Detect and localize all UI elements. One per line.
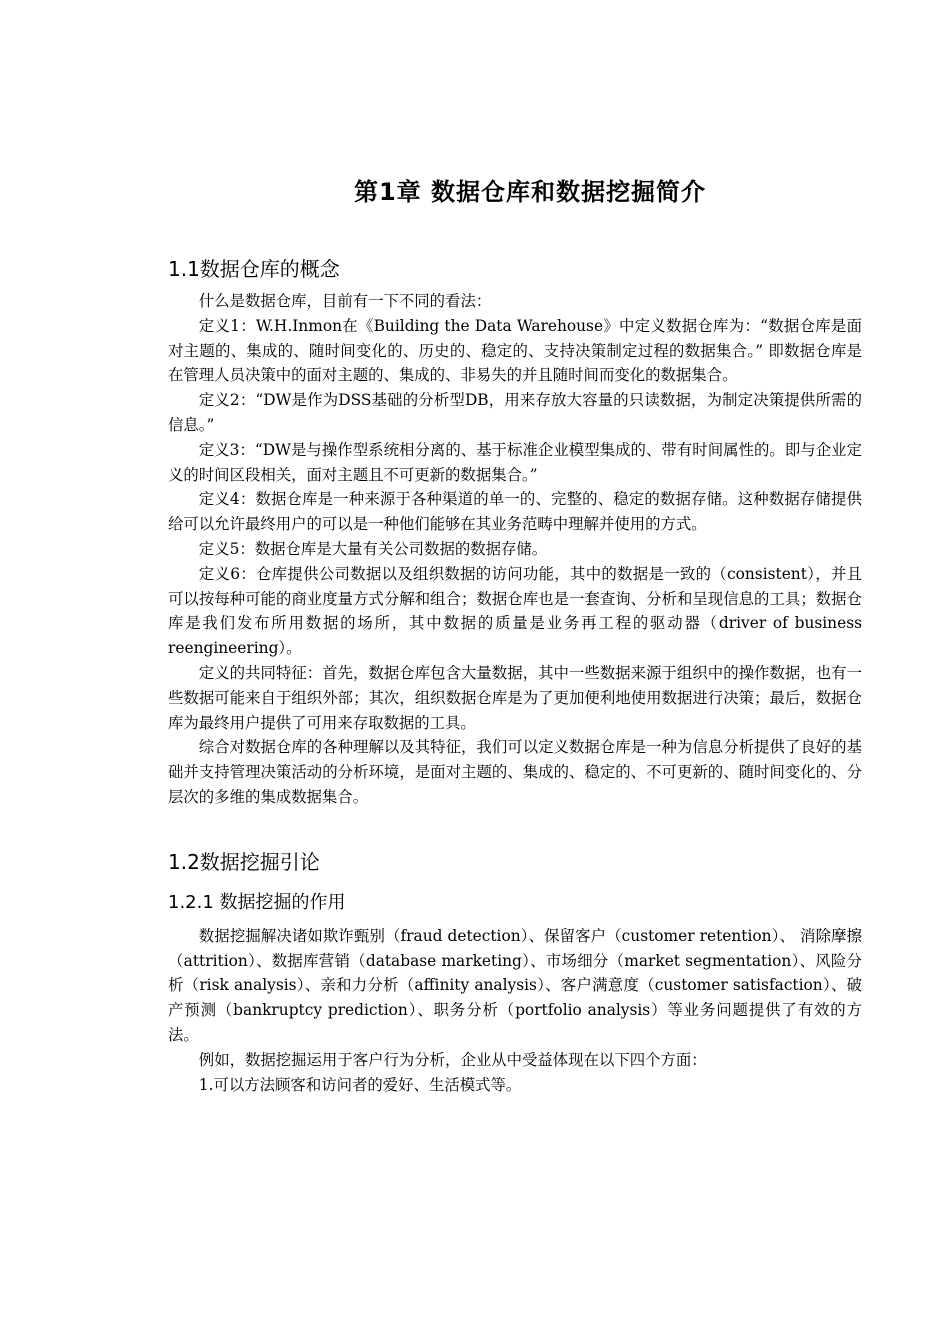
paragraph: 数据挖掘解决诸如欺诈甄别（fraud detection）、保留客户（customer retention）、 消除摩擦（attrition）、数据库营销（database marketing）、市场细分（market segmentation）、风险分析（risk analysis）、亲和力分析（affinity analysis）、客户满意度（customer satisfaction）、破产预测（bankruptcy prediction）、职务分析（portfolio analysis）等业务问题提供了有效的方法。 (168, 926, 862, 1044)
paragraph: 综合对数据仓库的各种理解以及其特征，我们可以定义数据仓库是一种为信息分析提供了良好的基础并支持管理决策活动的分析环境，是面对主题的、集成的、稳定的、不可更新的、随时间变化的、分层次的多维的集成数据集合。 (168, 738, 862, 806)
paragraph: 定义6：仓库提供公司数据以及组织数据的访问功能，其中的数据是一致的（consistent），并且可以按每种可能的商业度量方式分解和组合；数据仓库也是一套查询、分析和呈现信息的工具；数据仓库是我们发布所用数据的场所，其中数据的质量是业务再工程的驱动器（driver of business reengineering）。 (168, 564, 862, 658)
paragraph: 什么是数据仓库，目前有一下不同的看法： (198, 292, 492, 310)
chapter-title: 第1章 数据仓库和数据挖掘简介 (353, 178, 707, 206)
section-1-body (168, 289, 862, 810)
paragraph: 定义的共同特征：首先，数据仓库包含大量数据，其中一些数据来源于组织中的操作数据，也有一些数据可能来自于组织外部；其次，组织数据仓库是为了更加便利地使用数据进行决策；最后，数据仓库为最终用户提供了可用来存取数据的工具。 (168, 663, 862, 732)
paragraph: 定义1：W.H.Inmon在《Building the Data Warehouse》中定义数据仓库为：“数据仓库是面对主题的、集成的、随时间变化的、历史的、稳定的、支持决策制定过程的数据集合。” 即数据仓库是在管理人员决策中的面对主题的、集成的、非易失的并且随时间而变化的数据集合。 (168, 316, 862, 385)
paragraph: 1.可以方法顾客和访问者的爱好、生活模式等。 (198, 1075, 522, 1094)
paragraph: 定义5：数据仓库是大量有关公司数据的数据存储。 (198, 539, 548, 558)
section-heading-1-2: 1.2数据挖掘引论 (168, 849, 320, 874)
subsection-1-2-1-body (168, 924, 862, 1098)
paragraph: 定义3：“DW是与操作型系统相分离的、基于标准企业模型集成的、带有时间属性的。即与企业定义的时间区段相关，面对主题且不可更新的数据集合。” (168, 440, 862, 484)
section-heading-1-1: 1.1数据仓库的概念 (168, 257, 340, 281)
subsection-heading-1-2-1: 1.2.1 数据挖掘的作用 (168, 891, 346, 913)
paragraph: 例如，数据挖掘运用于客户行为分析，企业从中受益体现在以下四个方面： (198, 1050, 707, 1069)
page-content (168, 160, 862, 1097)
paragraph: 定义4：数据仓库是一种来源于各种渠道的单一的、完整的、稳定的数据存储。这种数据存储提供给可以允许最终用户的可以是一种他们能够在其业务范畴中理解并使用的方式。 (168, 490, 862, 534)
paragraph: 定义2：“DW是作为DSS基础的分析型DB，用来存放大容量的只读数据，为制定决策提供所需的信息。” (168, 391, 862, 434)
